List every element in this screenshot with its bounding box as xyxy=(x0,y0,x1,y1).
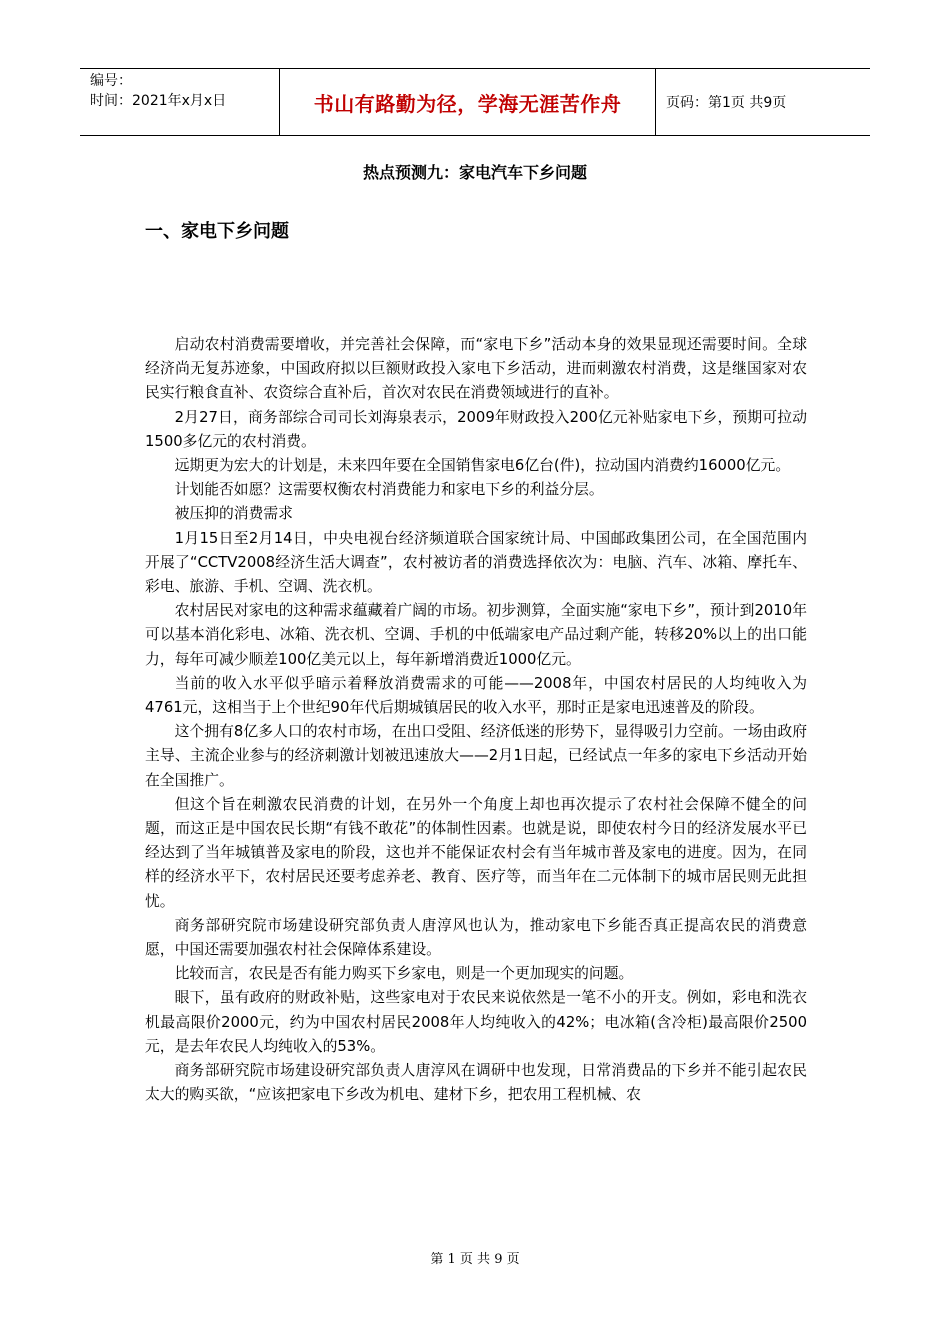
paragraph: 当前的收入水平似乎暗示着释放消费需求的可能——2008年，中国农村居民的人均纯收入为4761元，这相当于上个世纪90年代后期城镇居民的收入水平，那时正是家电迅速普及的阶段。 xyxy=(145,674,807,717)
number-label: 编号： xyxy=(90,73,132,89)
section-heading: 一、家电下乡问题 xyxy=(145,221,289,242)
paragraph: 被压抑的消费需求 xyxy=(174,505,293,523)
body-text xyxy=(145,333,807,1108)
header-page-cell xyxy=(656,69,870,135)
page-label: 页码：第1页 共9页 xyxy=(666,95,787,111)
header-table xyxy=(80,68,870,136)
paragraph: 商务部研究院市场建设研究部负责人唐淳风在调研中也发现，日常消费品的下乡并不能引起农民太大的购买欲，“应该把家电下乡改为机电、建材下乡，把农用工程机械、农 xyxy=(145,1062,807,1104)
paragraph: 农村居民对家电的这种需求蕴藏着广阔的市场。初步测算，全面实施“家电下乡”，预计到2010年可以基本消化彩电、冰箱、洗衣机、空调、手机的中低端家电产品过剩产能，转移20%以上的出口能力，每年可减少顺差100亿美元以上，每年新增消费近1000亿元。 xyxy=(145,602,807,668)
paragraph: 眼下，虽有政府的财政补贴，这些家电对于农民来说依然是一笔不小的开支。例如，彩电和洗衣机最高限价2000元，约为中国农村居民2008年人均纯收入的42%；电冰箱(含冷柜)最高限价2500元，是去年农民人均纯收入的53%。 xyxy=(145,989,807,1055)
paragraph: 比较而言，农民是否有能力购买下乡家电，则是一个更加现实的问题。 xyxy=(174,965,634,983)
paragraph: 远期更为宏大的计划是，未来四年要在全国销售家电6亿台(件)，拉动国内消费约16000亿元。 xyxy=(174,457,791,475)
time-label: 时间：2021年x月x日 xyxy=(90,93,227,109)
paragraph: 1月15日至2月14日，中央电视台经济频道联合国家统计局、中国邮政集团公司，在全国范围内开展了“CCTV2008经济生活大调查”，农村被访者的消费选择依次为：电脑、汽车、冰箱、摩托车、彩电、旅游、手机、空调、洗衣机。 xyxy=(145,529,807,596)
paragraph: 计划能否如愿？这需要权衡农村消费能力和家电下乡的利益分层。 xyxy=(174,481,604,499)
motto-text: 书山有路勤为径，学海无涯苦作舟 xyxy=(313,91,622,116)
paragraph: 启动农村消费需要增收，并完善社会保障，而“家电下乡”活动本身的效果显现还需要时间。全球经济尚无复苏迹象，中国政府拟以巨额财政投入家电下乡活动，进而刺激农村消费，这是继国家对农民实行粮食直补、农资综合直补后，首次对农民在消费领域进行的直补。 xyxy=(145,336,807,402)
header-info-cell xyxy=(80,69,280,135)
paragraph: 这个拥有8亿多人口的农村市场，在出口受阻、经济低迷的形势下，显得吸引力空前。一场由政府主导、主流企业参与的经济刺激计划被迅速放大——2月1日起，已经试点一年多的家电下乡活动开始在全国推广。 xyxy=(145,723,807,789)
paragraph: 商务部研究院市场建设研究部负责人唐淳风也认为，推动家电下乡能否真正提高农民的消费意愿，中国还需要加强农村社会保障体系建设。 xyxy=(145,916,807,959)
document-title: 热点预测九：家电汽车下乡问题 xyxy=(362,163,587,182)
header-motto-cell xyxy=(280,69,656,135)
paragraph: 2月27日，商务部综合司司长刘海泉表示，2009年财政投入200亿元补贴家电下乡，预期可拉动1500多亿元的农村消费。 xyxy=(145,408,807,450)
paragraph: 但这个旨在刺激农民消费的计划，在另外一个角度上却也再次提示了农村社会保障不健全的问题，而这正是中国农民长期“有钱不敢花”的体制性因素。也就是说，即使农村今日的经济发展水平已经达到了当年城镇普及家电的阶段，这也并不能保证农村会有当年城市普及家电的进度。因为，在同样的经济水平下，农村居民还要考虑养老、教育、医疗等，而当年在二元体制下的城市居民则无此担忧。 xyxy=(145,795,807,910)
page-footer: 第 1 页 共 9 页 xyxy=(430,1252,520,1267)
